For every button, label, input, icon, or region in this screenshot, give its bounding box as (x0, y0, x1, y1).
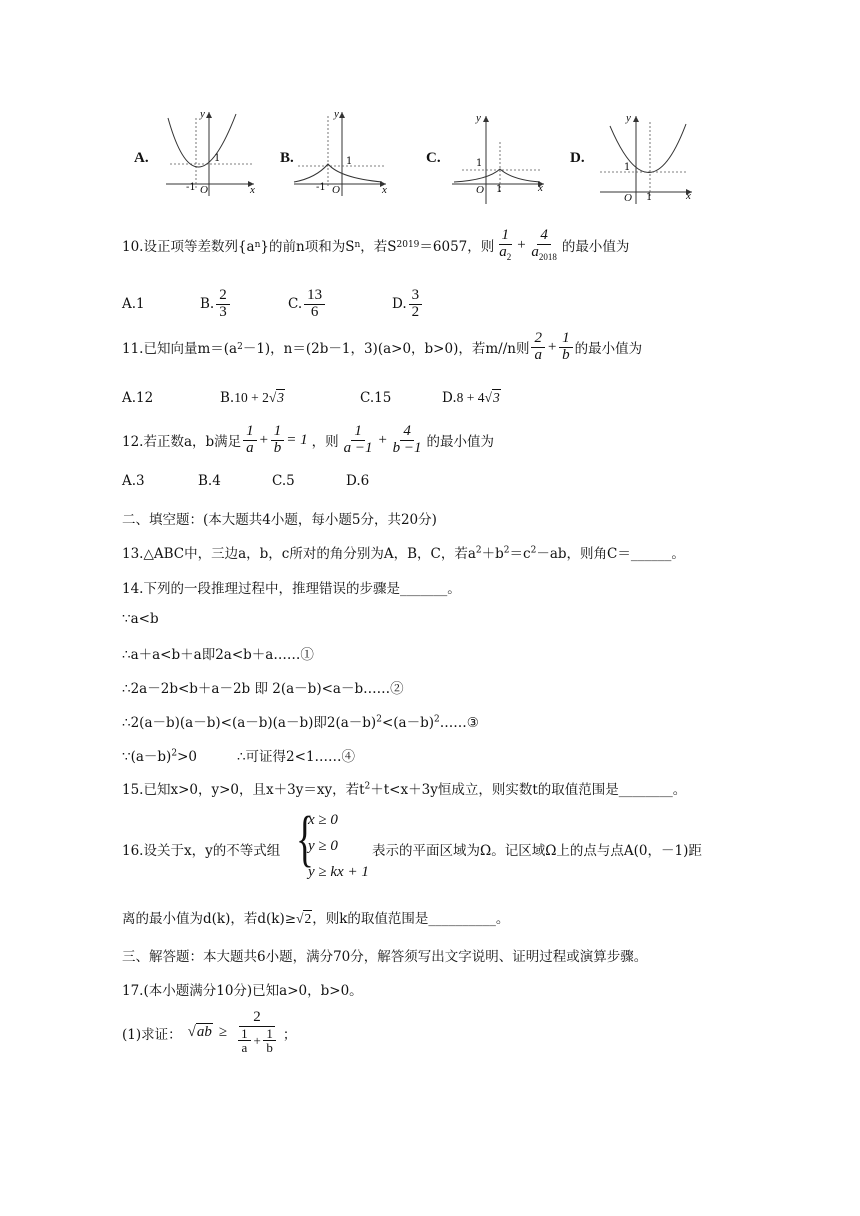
q16-tail: 表示的平面区域为Ω。记区域Ω上的点与点A(0，－1)距 (372, 843, 702, 859)
graph-a-tx: -1 (186, 182, 196, 193)
q10-opt-d: D. $\frac{3}{2}$ (392, 288, 424, 321)
graph-b-o: O (332, 184, 340, 196)
graph-a (160, 108, 260, 198)
q10-frac-1: $\frac{1}{a_2}$ (499, 227, 512, 262)
graph-c-label: C. (426, 150, 441, 166)
q10-frac-2: $\frac{4}{a_{2018}}$ (531, 227, 557, 262)
q11-opt-a: A.12 (122, 390, 154, 406)
graph-d-label: D. (570, 150, 585, 166)
q13: 13.△ABC中，三边a，b，c所对的角分别为A，B，C，若$a^2+b^2=c^2-ab$，则角C＝______。 (122, 545, 685, 562)
graph-a-ty: 1 (214, 153, 221, 164)
q14-step-2: ∴2a－2b<b＋a－2b 即 2(a－b)<a－b……② (122, 681, 404, 697)
graph-b-y: y (334, 108, 339, 120)
q11-frac-2: $\frac{1}{b}$ (559, 331, 573, 364)
graph-b-tx: -1 (316, 182, 326, 193)
graph-d-o: O (624, 192, 632, 204)
graph-c-o: O (476, 184, 484, 196)
q11-frac-1: $\frac{2}{a}$ (531, 331, 545, 364)
q16-brace: { (296, 805, 314, 873)
q10-opt-c: C. $\frac{13}{6}$ (288, 288, 392, 321)
section-3-heading: 三、解答题：本大题共6小题，满分70分，解答须写出文字说明、证明过程或演算步骤。 (122, 949, 648, 965)
q10-line: 10.设正项等差数列{a n }的前n项和为S n ，若S 2019 ＝6057，则 $\frac{1}{a_2}$ + $\frac{4}{a_{2018}}$ 的最小值为 (122, 227, 630, 262)
q16-lead: 16.设关于x，y的不等式组 (122, 843, 281, 859)
q17-frac: 2 $\frac{1}{a}$ + $\frac{1}{b}$ (233, 1010, 281, 1055)
q16-cond-1: x ≥ 0 (308, 812, 338, 828)
q11-line: 11.已知向量m＝(a 2 －1)，n＝(2b－1，3)(a>0，b>0)，若m//n则 $\frac{2}{a}$ + $\frac{1}{b}$ 的最小值为 (122, 330, 643, 363)
graph-b-x: x (382, 184, 387, 196)
q11-opt-b: B.10 + 2√3 (220, 390, 285, 406)
q10-opt-a: A.1 (122, 296, 145, 313)
q12-opt-c: C.5 (272, 473, 295, 489)
q10-opt-b: B. $\frac{2}{3}$ (200, 288, 288, 321)
graph-a-o: O (200, 184, 208, 196)
q17-part1: (1)求证： √ab ≥ 2 $\frac{1}{a}$ + $\frac{1}{b}$ ； (122, 1009, 297, 1056)
q10-options (122, 288, 424, 321)
q12-opt-a: A.3 (122, 473, 145, 489)
graph-c-ty: 1 (476, 158, 483, 169)
q14-step-1: ∴a＋a<b＋a即2a<b＋a……① (122, 647, 314, 663)
q16-line2: 离的最小值为d(k)，若d(k)≥√2，则k的取值范围是__________。 (122, 911, 510, 927)
graph-d (596, 112, 696, 208)
graph-c-tx: 1 (496, 184, 503, 195)
q16-cond-3: y ≥ kx + 1 (308, 864, 369, 880)
graph-a-label: A. (134, 150, 149, 166)
graph-c-x: x (538, 182, 543, 194)
graph-b-label: B. (280, 150, 294, 166)
graph-a-x: x (250, 184, 255, 196)
q12-options (122, 473, 369, 489)
graph-d-x: x (686, 190, 691, 202)
q11-opt-d: D.8 + 4√3 (442, 390, 500, 406)
q12-line: 12.若正数a，b满足 $\frac{1}{a}$ + $\frac{1}{b}$ = 1 ，则 $\frac{1}{a -1}$ + $\frac{4}{b -1}$ 的最小值为 (122, 423, 495, 456)
graph-d-ty: 1 (624, 162, 631, 173)
graph-c (448, 112, 548, 208)
q14-step-3: ∴2(a－b)(a－b)<(a－b)(a－b)即$2(a-b)^2<(a-b)^2\dots\dots ③$ (122, 714, 479, 731)
graph-b-ty: 1 (346, 156, 353, 167)
graph-c-y: y (476, 112, 481, 124)
graph-d-y: y (626, 112, 631, 124)
q12-opt-b: B.4 (198, 473, 221, 489)
q16-cond-2: y ≥ 0 (308, 838, 338, 854)
section-2-heading: 二、填空题：(本大题共4小题，每小题5分，共20分) (122, 512, 437, 528)
q11-options (122, 390, 501, 406)
graph-b (290, 108, 390, 198)
graph-d-tx: 1 (646, 192, 653, 203)
q14-step-0: ∵a<b (122, 611, 159, 627)
q15: 15.已知x>0，y>0，且x＋3y＝xy，若$t^2+t<x+3y$恒成立，则实数t的取值范围是________。 (122, 781, 687, 798)
q11-opt-c: C.15 (360, 390, 392, 406)
q14-step-4: $\because(a-b)^2>0$ ∴可证得2<1……④ (122, 748, 356, 765)
q17: 17.(本小题满分10分)已知a>0，b>0。 (122, 983, 363, 999)
graph-a-y: y (200, 108, 205, 120)
q14: 14.下列的一段推理过程中，推理错误的步骤是_______。 (122, 581, 461, 597)
q12-opt-d: D.6 (346, 473, 370, 489)
